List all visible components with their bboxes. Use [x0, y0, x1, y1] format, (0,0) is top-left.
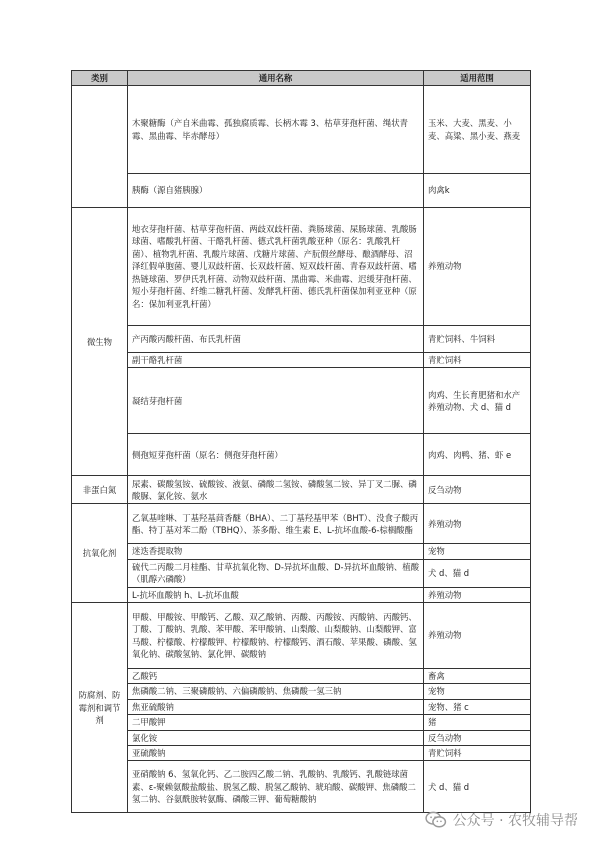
category-cell: 防腐剂、防霉剂和调节剂 [72, 603, 128, 813]
name-cell: 凝结芽孢杆菌 [128, 368, 424, 434]
table-row [72, 174, 531, 208]
table-row [72, 504, 531, 544]
table-row [72, 746, 531, 761]
scope-cell: 宠物 [424, 684, 531, 699]
name-cell: 胰酶（源自猪胰腺） [128, 174, 424, 208]
name-cell: 甲酸、甲酸铵、甲酸钙、乙酸、双乙酸钠、丙酸、丙酸铵、丙酸钠、丙酸钙、丁酸、丁酸钠、乳酸、苯甲酸、苯甲酸钠、山梨酸、山梨酸钠、山梨酸钾、富马酸、柠檬酸、柠檬酸钾、柠檬酸钠、柠檬酸钙、酒石酸、苹果酸、磷酸、氢氧化钠、碳酸氢钠、氯化钾、碳酸钠 [128, 603, 424, 669]
watermark-text: 公众号 · 农牧辅导帮 [452, 813, 578, 829]
name-cell: 亚硝酸钠 6、氢氧化钙、乙二胺四乙酸二钠、乳酸钠、乳酸钙、乳酸链球菌素、ε-聚赖氨酸盐酸盐、脱氢乙酸、脱氢乙酸钠、琥珀酸、碳酸钾、焦磷酸二氢二钠、谷氨酰胺转氨酶、磷酸三钾、葡萄糖酸钠 [128, 761, 424, 813]
scope-cell: 肉鸡、生长育肥猪和水产养殖动物、犬 d、猫 d [424, 368, 531, 434]
name-cell: 亚硫酸钠 [128, 746, 424, 761]
category-cell: 非蛋白氮 [72, 476, 128, 504]
scope-cell: 宠物、猪 c [424, 699, 531, 714]
table-row [72, 715, 531, 730]
name-cell: 焦磷酸二钠、三聚磷酸钠、六偏磷酸钠、焦磷酸一氢三钠 [128, 684, 424, 699]
name-cell: 焦亚硫酸钠 [128, 699, 424, 714]
name-cell: 二甲酸钾 [128, 715, 424, 730]
scope-cell: 犬 d、猫 d [424, 559, 531, 587]
scope-cell: 养殖动物 [424, 504, 531, 544]
name-cell: 木聚糖酶（产自米曲霉、孤独腐质霉、长柄木霉 3、枯草芽孢杆菌、绳状青霉、黑曲霉、毕赤酵母） [128, 86, 424, 174]
header-category: 类别 [72, 71, 128, 86]
category-cell: 微生物 [72, 208, 128, 476]
scope-cell: 玉米、大麦、黑麦、小麦、高粱、黑小麦、燕麦 [424, 86, 531, 174]
table-row [72, 603, 531, 669]
scope-cell: 猪 [424, 715, 531, 730]
scope-cell: 养殖动物 [424, 208, 531, 326]
table-row [72, 434, 531, 476]
table-row [72, 684, 531, 699]
scope-cell: 青贮饲料 [424, 353, 531, 368]
category-cell: 抗氧化剂 [72, 504, 128, 603]
name-cell: 迷迭香提取物 [128, 544, 424, 559]
name-cell: 乙酸钙 [128, 669, 424, 684]
name-cell: L-抗坏血酸钠 h、L-抗坏血酸 [128, 587, 424, 602]
table-row [72, 368, 531, 434]
scope-cell: 养殖动物 [424, 587, 531, 602]
table-row [72, 476, 531, 504]
scope-cell: 养殖动物 [424, 603, 531, 669]
name-cell: 氯化铵 [128, 730, 424, 745]
table-row [72, 587, 531, 602]
scope-cell: 反刍动物 [424, 476, 531, 504]
name-cell: 地衣芽孢杆菌、枯草芽孢杆菌、两歧双歧杆菌、粪肠球菌、屎肠球菌、乳酸肠球菌、嗜酸乳杆菌、干酪乳杆菌、德式乳杆菌乳酸亚种（原名：乳酸乳杆菌）、植物乳杆菌、乳酸片球菌、戊糖片球菌、产朊假丝酵母、酿酒酵母、沼泽红假单胞菌、婴儿双歧杆菌、长双歧杆菌、短双歧杆菌、青春双歧杆菌、嗜热链球菌、罗伊氏乳杆菌、动物双歧杆菌、黑曲霉、米曲霉、迟缓芽孢杆菌、短小芽孢杆菌、纤维二糖乳杆菌、发酵乳杆菌、德氏乳杆菌保加利亚亚种（原名：保加利亚乳杆菌） [128, 208, 424, 326]
table-row [72, 669, 531, 684]
watermark [425, 810, 578, 830]
table-row [72, 544, 531, 559]
name-cell: 副干酪乳杆菌 [128, 353, 424, 368]
additive-table [71, 70, 531, 813]
scope-cell: 宠物 [424, 544, 531, 559]
scope-cell: 青贮饲料 [424, 746, 531, 761]
wechat-icon [425, 811, 447, 829]
name-cell: 硫代二丙酸二月桂酯、甘草抗氧化物、D-异抗坏血酸、D-异抗坏血酸钠、植酸（肌醇六磷酸） [128, 559, 424, 587]
header-common-name: 通用名称 [128, 71, 424, 86]
name-cell: 乙氧基喹啉、丁基羟基茴香醚（BHA）、二丁基羟基甲苯（BHT）、没食子酸丙酯、特丁基对苯二酚（TBHQ）、茶多酚、维生素 E、L-抗坏血酸-6-棕榈酸酯 [128, 504, 424, 544]
scope-cell: 肉鸡、肉鸭、猪、虾 e [424, 434, 531, 476]
table-row [72, 353, 531, 368]
table-row [72, 699, 531, 714]
scope-cell: 肉禽k [424, 174, 531, 208]
table-row [72, 559, 531, 587]
table-row [72, 761, 531, 813]
name-cell: 产丙酸丙酸杆菌、布氏乳杆菌 [128, 326, 424, 353]
table-header-row [72, 71, 531, 86]
scope-cell: 反刍动物 [424, 730, 531, 745]
category-cell [72, 86, 128, 208]
table-row [72, 86, 531, 174]
scope-cell: 青贮饲料、牛饲料 [424, 326, 531, 353]
header-scope: 适用范围 [424, 71, 531, 86]
table-row [72, 730, 531, 745]
scope-cell: 犬 d、猫 d [424, 761, 531, 813]
name-cell: 侧孢短芽孢杆菌（原名：侧孢芽孢杆菌） [128, 434, 424, 476]
scope-cell: 畜禽 [424, 669, 531, 684]
table-row [72, 326, 531, 353]
name-cell: 尿素、碳酸氢铵、硫酸铵、液氨、磷酸二氢铵、磷酸氢二铵、异丁叉二脲、磷酸脲、氯化铵、氨水 [128, 476, 424, 504]
table-row [72, 208, 531, 326]
